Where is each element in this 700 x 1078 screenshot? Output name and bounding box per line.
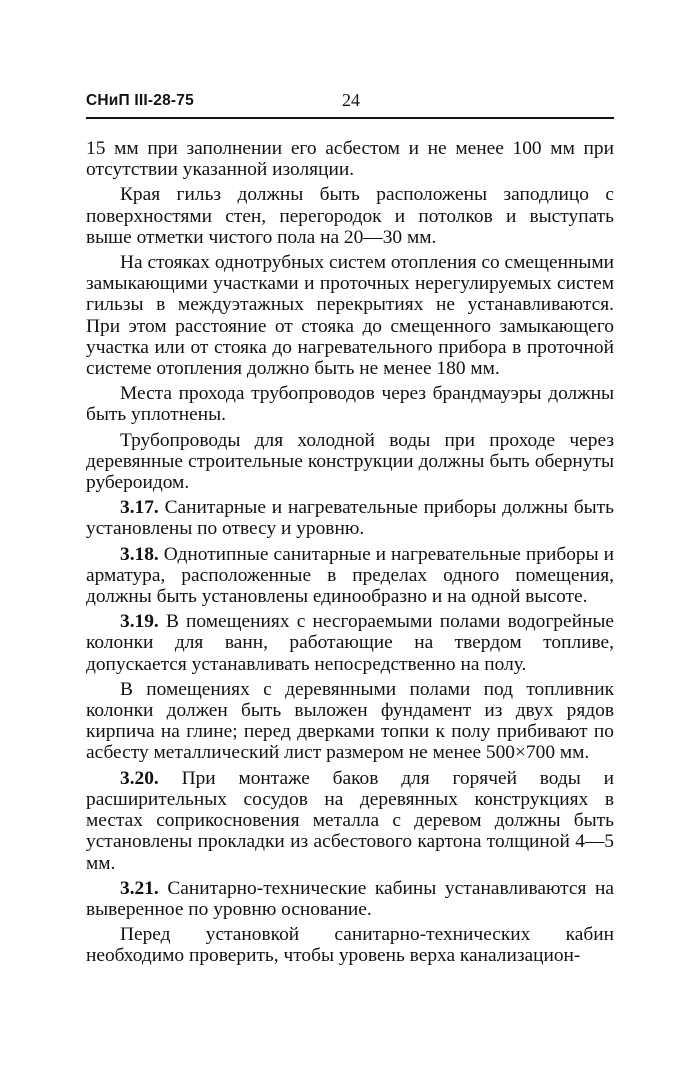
page-number: 24	[342, 90, 360, 110]
paragraph-text: Трубопроводы для холодной воды при проходе через деревянные строительные конструкции должны быть обернуты рубероидом.	[86, 429, 614, 494]
paragraph-text: Края гильз должны быть расположены заподлицо с поверхностями стен, перегородок и потолков и выступать выше отметки чистого пола на 20—30 мм.	[86, 184, 614, 248]
clause-number: 3.20.	[120, 767, 159, 789]
paragraph	[86, 138, 614, 180]
header-rule	[86, 117, 614, 119]
clause-number: 3.21.	[120, 877, 159, 899]
paragraph-text: 15 мм при заполнении его асбестом и не менее 100 мм при отсутствии указанной изоляции.	[86, 138, 614, 181]
paragraph	[86, 679, 614, 764]
paragraph-text: В помещениях с несгораемыми полами водогрейные колонки для ванн, работающие на твердом топливе, допускается устанавливать непосредственно на полу.	[86, 611, 614, 675]
clause-number: 3.19.	[120, 611, 159, 633]
clause-3-21	[86, 878, 614, 920]
paragraph	[86, 383, 614, 425]
clause-3-17	[86, 497, 614, 539]
clause-3-20	[86, 768, 614, 874]
paragraph	[86, 924, 614, 966]
paragraph-text: Перед установкой санитарно-технических кабин необходимо проверить, чтобы уровень верха канализацион-	[86, 924, 614, 967]
page-body	[86, 138, 614, 971]
clause-3-18	[86, 544, 614, 608]
paragraph	[86, 184, 614, 248]
paragraph	[86, 430, 614, 494]
page-header	[86, 86, 614, 118]
clause-number: 3.18.	[120, 543, 159, 565]
document-code: СНиП III-28-75	[86, 92, 194, 109]
paragraph-text: На стояках однотрубных систем отопления со смещенными замыкающими участками и проточных нерегулируемых систем гильзы в междуэтажных перекрытиях не устанавливаются. При этом расстояние от стояка до смещенного замыкающего участка или от стояка до нагревательного прибора в проточной системе отопления должно быть не менее 180 мм.	[86, 252, 614, 380]
paragraph-text: Однотипные санитарные и нагревательные приборы и арматура, расположенные в пределах одного помещения, должны быть установлены единообразно и на одной высоте.	[86, 543, 614, 608]
clause-3-19	[86, 611, 614, 675]
paragraph-text: В помещениях с деревянными полами под топливник колонки должен быть выложен фундамент из двух рядов кирпича на глине; перед дверками топки к полу прибивают по асбесту металлический лист размером не менее 500×700 мм.	[86, 678, 614, 764]
paragraph	[86, 252, 614, 379]
paragraph-text: Санитарно-технические кабины устанавливаются на выверенное по уровню основание.	[86, 877, 614, 920]
paragraph-text: Места прохода трубопроводов через брандмауэры должны быть уплотнены.	[86, 383, 614, 426]
paragraph-text: Санитарные и нагревательные приборы должны быть установлены по отвесу и уровню.	[86, 497, 614, 540]
clause-number: 3.17.	[120, 497, 159, 519]
paragraph-text: При монтаже баков для горячей воды и расширительных сосудов на деревянных конструкциях в местах соприкосновения металла с деревом должны быть установлены прокладки из асбестового картона толщиной 4—5 мм.	[86, 767, 614, 874]
